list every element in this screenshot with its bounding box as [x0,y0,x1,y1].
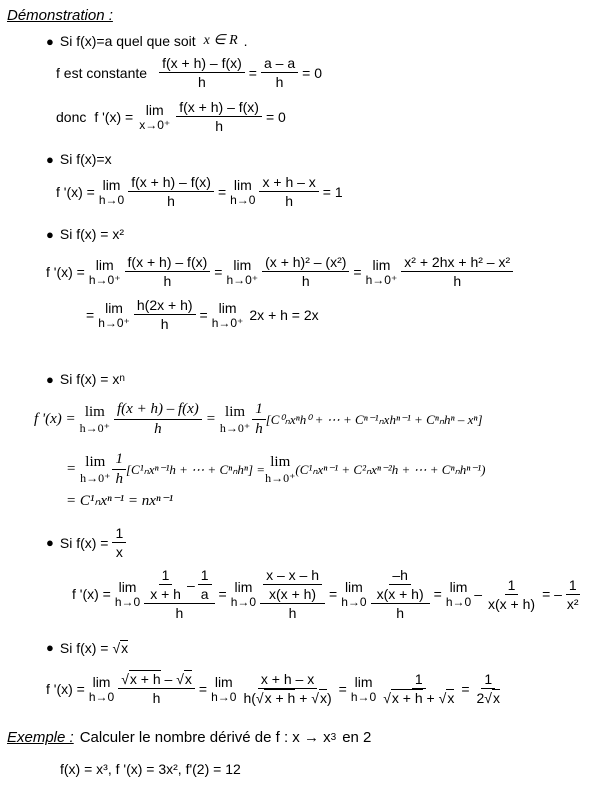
case1-intro: Si f(x)=a quel que soit [59,33,196,49]
case4-line3: = C¹ₙxⁿ⁻¹ = nxⁿ⁻¹ [66,493,174,509]
case2-derivative-line: f '(x) = lim h→0 $\frac{f(x + h) - f(x)}{h}$ = lim h→0 $\frac{x + h - x}{h}$ = 1 [56,174,343,209]
limit-operator: lim h→0 [445,579,472,609]
bullet-icon: ● [46,33,54,49]
case1-condition: x ∈ R [203,33,238,48]
limit-operator: lim h→0⁺ [88,256,121,287]
bullet-icon: ● [46,226,54,242]
case1-quotient-2: $\frac{a - a}{h}$ [261,56,298,89]
case1-limit-quotient: $\frac{f(x + h) - f(x)}{h}$ [176,100,262,133]
case5-derivative-line: f '(x) = lim h→0 $\frac{1}{x + h}$ – $\frac{1}{a}$ h = lim h→0 $\frac{\frac{x - x - h}{x(x + h)}}{h}$ = lim h→0 $\frac{\frac{-h}{x(x + h)}}{h}$ = lim h→0 – $\frac{1}{x(x + h)}$ = – $\frac{1}{\text{x²}}$ [72,567,579,621]
limit-operator: lim h→0 [88,673,115,704]
case6-intro-line: ● Si f(x) = √ x [46,639,129,656]
case1-constant-label: f est constante [56,64,148,81]
case6-derivative-line: f '(x) = lim h→0 $\frac{√x + h - √x}{h}$ = lim h→0 $\frac{x + h - x}{h(√x + h + √x)}$ = lim h→0 $\frac{1}{√x + h + √x}$ = $\frac{1}{2√x}$ [46,671,500,706]
case1-intro-line: ● Si f(x)=a quel que soit x ∈ R . [46,33,248,49]
case1-donc-line: donc f '(x) = lim x→0⁺ $\frac{f(x + h) - f(x)}{h}$ = 0 [56,99,286,134]
case3-line1: f '(x) = lim h→0⁺ $\frac{f(x + h) - f(x)}{h}$ = lim h→0⁺ $\frac{\text{(x + h)² – (x²)}}{h}$ = lim h→0⁺ $\frac{\text{x² + 2hx + h² – x²}}{h}$ [46,255,513,288]
bullet-icon: ● [46,371,54,387]
limit-operator: lim x→0⁺ [139,101,171,132]
limit-operator: lim h→0 [341,579,367,609]
limit-operator: lim h→0 [211,673,237,704]
case4-intro-line: ● Si f(x) = x n [46,371,125,387]
limit-operator: lim h→0⁺ [79,404,110,435]
bullet-icon: ● [46,640,54,655]
example-line: Exemple : Calculer le nombre dérivé de f : x → x 3 en 2 [7,729,372,746]
case4-line1: f '(x) = lim h→0⁺ $\frac{f(x + h) - f(x)}{h}$ = lim h→0⁺ $\frac{1}{h}$ [C⁰ₙxⁿh⁰ + ⋯ + Cⁿ⁻¹ₙxhⁿ⁻¹ + Cⁿₙhⁿ – xⁿ] [34,401,483,437]
limit-operator: lim h→0 [98,176,125,207]
limit-operator: lim h→0⁺ [98,299,130,330]
limit-operator: lim h→0⁺ [265,454,296,485]
limit-operator: lim h→0 [230,176,256,207]
limit-operator: lim h→0⁺ [219,404,251,435]
case1-constant-line: f est constante $\frac{f(x + h) - f(x)}{h}$ = $\frac{a - a}{h}$ = 0 [56,55,322,90]
case3-line2: = lim h→0⁺ $\frac{h(2x + h)}{h}$ = lim h→0⁺ 2x + h = 2x [86,297,319,332]
limit-operator: lim h→0⁺ [211,299,244,330]
case4-line2: = lim h→0⁺ $\frac{1}{h}$ [C¹ₙxⁿ⁻¹h + ⋯ + Cⁿₙhⁿ] = lim h→0⁺ (C¹ₙxⁿ⁻¹ + C²ₙxⁿ⁻²h + ⋯ + Cⁿₙhⁿ⁻¹) [66,451,486,487]
limit-operator: lim h→0 [230,579,257,609]
example-result: f(x) = x³, f '(x) = 3x², f'(2) = 12 [60,761,241,777]
limit-operator: lim h→0⁺ [226,256,259,287]
limit-operator: lim h→0⁺ [80,454,111,485]
bullet-icon: ● [46,535,54,550]
demonstration-title: Démonstration : [7,7,113,24]
sqrt-icon: x [121,640,129,656]
limit-operator: lim h→0 [350,673,377,704]
case5-intro-line: ● Si f(x) = $\frac{1}{x}$ [46,526,126,559]
example-title: Exemple : [7,729,74,746]
limit-operator: lim h→0⁺ [365,256,398,287]
bullet-icon: ● [46,151,54,167]
example-text: Calculer le nombre dérivé de f : x → x [79,729,331,746]
case3-intro-line: ● Si f(x) = x² [46,226,125,242]
case2-intro-line: ● Si f(x)=x [46,151,112,167]
case1-quotient: $\frac{f(x + h) - f(x)}{h}$ [159,56,245,89]
limit-operator: lim h→0 [114,579,141,609]
